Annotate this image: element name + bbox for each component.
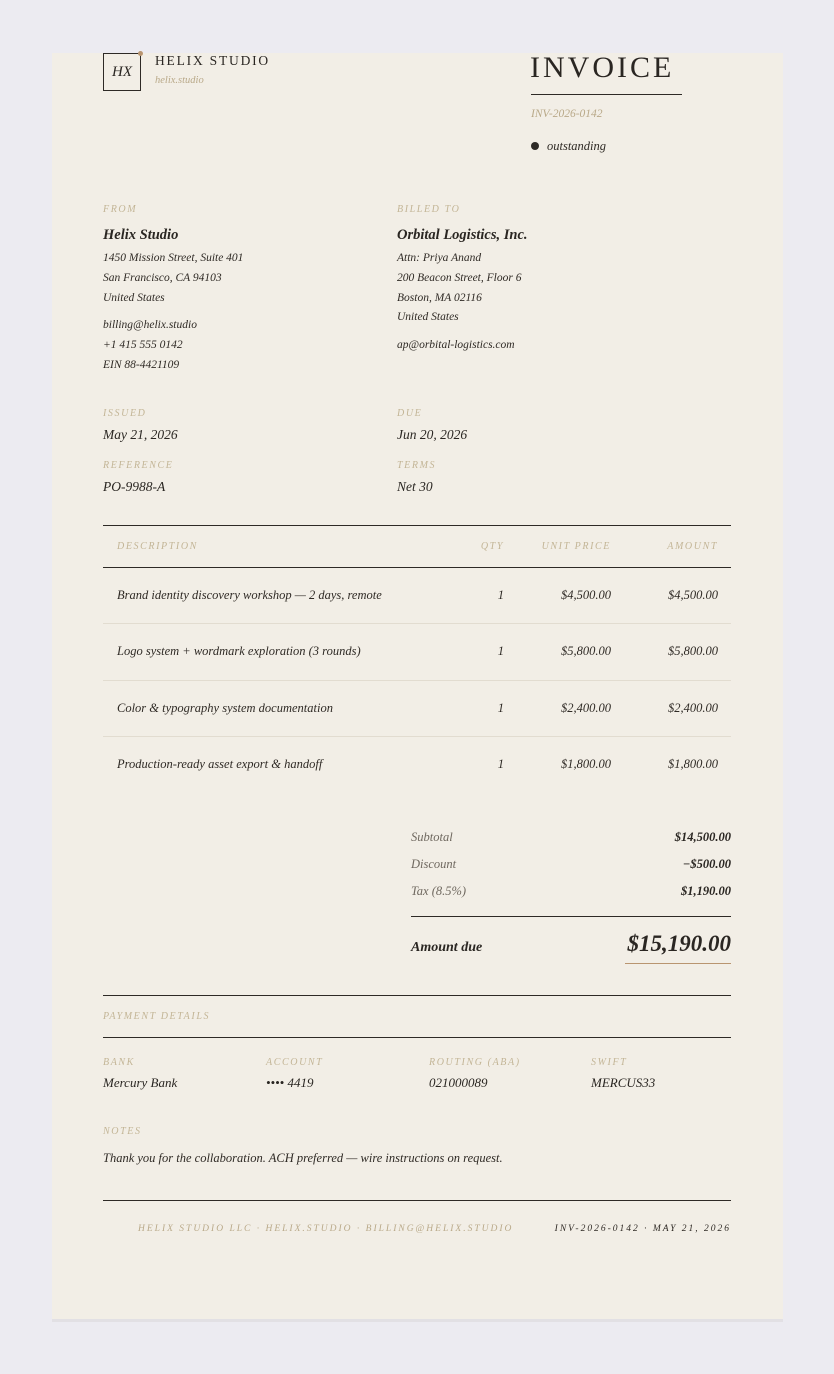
billed-to-address-line: Attn: Priya Anand <box>397 252 482 264</box>
subtotal-label: Subtotal <box>411 830 453 844</box>
row-amount: $2,400.00 <box>668 701 718 715</box>
invoice-title: INVOICE <box>530 51 675 84</box>
from-label: FROM <box>103 204 138 215</box>
from-address-line: 1450 Mission Street, Suite 401 <box>103 252 244 264</box>
row-amount: $4,500.00 <box>668 588 718 602</box>
row-description: Production-ready asset export & handoff <box>117 757 323 771</box>
from-phone: +1 415 555 0142 <box>103 339 183 351</box>
invoice-title-underline <box>531 94 682 95</box>
row-qty: 1 <box>497 757 504 771</box>
table-header-unit-price: UNIT PRICE <box>541 541 611 552</box>
row-unit-price: $2,400.00 <box>561 701 611 715</box>
routing-value: 021000089 <box>429 1075 488 1090</box>
row-divider <box>103 680 731 681</box>
billed-to-address-line: 200 Beacon Street, Floor 6 <box>397 272 522 284</box>
brand-monogram: HX <box>112 63 132 80</box>
status-badge: outstanding <box>547 139 607 153</box>
bank-label: BANK <box>103 1057 135 1068</box>
amount-due-value: $15,190.00 <box>627 931 731 956</box>
footer-left: HELIX STUDIO LLC · HELIX.STUDIO · BILLING@HELIX.STUDIO <box>138 1224 514 1234</box>
table-header-description: DESCRIPTION <box>117 541 198 552</box>
from-email[interactable]: billing@helix.studio <box>103 319 197 331</box>
invoice-number: INV-2026-0142 <box>531 108 603 120</box>
notes-text: Thank you for the collaboration. ACH preferred — wire instructions on request. <box>103 1151 503 1165</box>
brand-accent-dot-icon <box>138 51 143 56</box>
row-qty: 1 <box>497 644 504 658</box>
table-header-rule <box>103 567 731 568</box>
discount-value: −$500.00 <box>682 857 731 871</box>
payment-top-rule <box>103 995 731 996</box>
payment-details-label: PAYMENT DETAILS <box>103 1011 211 1022</box>
brand-site: helix.studio <box>155 75 204 86</box>
table-header-amount: AMOUNT <box>667 541 718 552</box>
table-top-rule <box>103 525 731 526</box>
subtotal-value: $14,500.00 <box>674 830 731 844</box>
terms-label: TERMS <box>397 460 437 471</box>
brand-monogram-box <box>103 53 141 91</box>
row-amount: $1,800.00 <box>668 757 718 771</box>
row-qty: 1 <box>497 701 504 715</box>
tax-label: Tax (8.5%) <box>411 884 467 898</box>
payment-bottom-rule <box>103 1037 731 1038</box>
table-header-qty: QTY <box>480 541 504 552</box>
reference-label: REFERENCE <box>103 460 174 471</box>
issued-label: ISSUED <box>103 408 147 419</box>
tax-value: $1,190.00 <box>681 884 731 898</box>
bank-value: Mercury Bank <box>103 1075 178 1090</box>
amount-due-label: Amount due <box>411 940 483 955</box>
swift-label: SWIFT <box>591 1057 628 1068</box>
row-amount: $5,800.00 <box>668 644 718 658</box>
notes-label: NOTES <box>103 1126 142 1137</box>
swift-value: MERCUS33 <box>591 1075 656 1090</box>
account-label: ACCOUNT <box>266 1057 324 1068</box>
row-unit-price: $4,500.00 <box>561 588 611 602</box>
brand-name: HELIX STUDIO <box>155 53 270 68</box>
from-name: Helix Studio <box>103 227 179 243</box>
footer-rule <box>103 1200 731 1201</box>
billed-to-label: BILLED TO <box>397 204 461 215</box>
footer-right: INV-2026-0142 · MAY 21, 2026 <box>554 1224 731 1234</box>
row-description: Logo system + wordmark exploration (3 rounds) <box>117 644 361 658</box>
row-unit-price: $5,800.00 <box>561 644 611 658</box>
row-qty: 1 <box>497 588 504 602</box>
totals-rule <box>411 916 731 917</box>
row-unit-price: $1,800.00 <box>561 757 611 771</box>
billed-to-address-line: Boston, MA 02116 <box>397 292 482 304</box>
billed-to-address-line: United States <box>397 311 459 323</box>
status-dot-icon <box>531 142 539 150</box>
from-address-line: United States <box>103 292 165 304</box>
due-label: DUE <box>397 408 423 419</box>
account-value: •••• 4419 <box>266 1075 314 1090</box>
billed-to-email[interactable]: ap@orbital-logistics.com <box>397 339 515 351</box>
row-description: Color & typography system documentation <box>117 701 333 715</box>
routing-label: ROUTING (ABA) <box>429 1057 521 1068</box>
reference-value: PO-9988-A <box>103 479 166 494</box>
row-divider <box>103 736 731 737</box>
billed-to-name: Orbital Logistics, Inc. <box>397 227 528 243</box>
row-description: Brand identity discovery workshop — 2 days, remote <box>117 588 382 602</box>
from-address-line: San Francisco, CA 94103 <box>103 272 222 284</box>
due-date: Jun 20, 2026 <box>397 427 468 442</box>
from-ein: EIN 88-4421109 <box>103 359 180 371</box>
row-divider <box>103 623 731 624</box>
discount-label: Discount <box>411 857 457 871</box>
issued-date: May 21, 2026 <box>103 427 178 442</box>
amount-due-underline <box>625 963 731 964</box>
terms-value: Net 30 <box>397 479 433 494</box>
